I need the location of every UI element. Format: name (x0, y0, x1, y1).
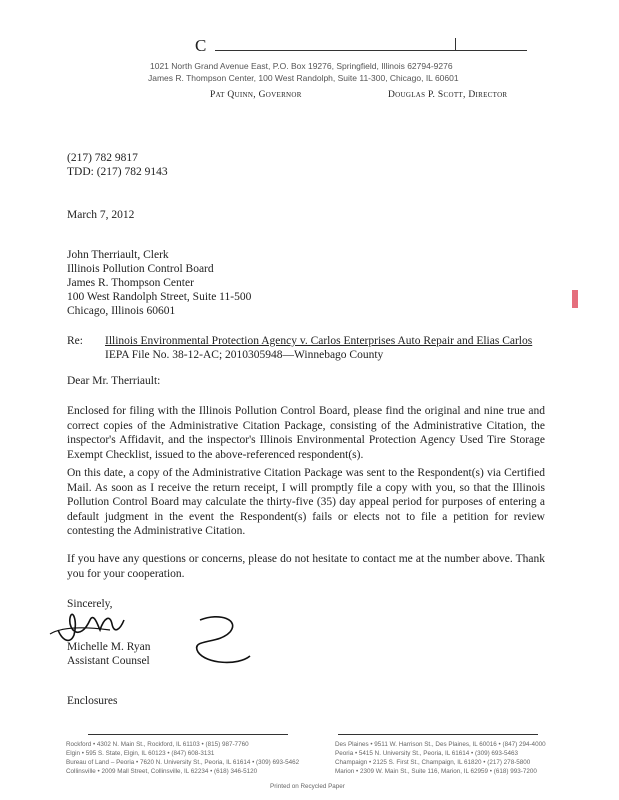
recipient-line: John Therriault, Clerk (67, 249, 169, 261)
footer-office-right: Des Plaines • 9511 W. Harrison St., Des Plaines, IL 60016 • (847) 294-4000 (335, 741, 546, 748)
signer-name: Michelle M. Ryan (67, 641, 151, 653)
salutation: Dear Mr. Therriault: (67, 375, 161, 387)
recycled-paper-note: Printed on Recycled Paper (270, 783, 345, 790)
footer-office-left: Collinsville • 2009 Mall Street, Collinsville, IL 62234 • (618) 346-5120 (66, 768, 258, 775)
footer-office-right: Champaign • 2125 S. First St., Champaign, IL 61820 • (217) 278-5800 (335, 759, 531, 766)
governor-name: Pat Quinn, Governor (210, 90, 302, 100)
body-paragraph: Enclosed for filing with the Illinois Pollution Control Board, please find the original and nine true and correct copies of the Administrative Citation Package, consisting of the Administrative Citation, the inspector's Affidavit, and the inspector's Illinois Environmental Protection Agency Used Tire Storage Exempt Checklist, issued to the above-referenced respondent(s). (67, 405, 545, 461)
footer-office-right: Marion • 2309 W. Main St., Suite 116, Marion, IL 62959 • (618) 993-7200 (335, 768, 537, 775)
agency-logo-letter: C (195, 36, 208, 55)
footer-rule-left (88, 734, 288, 735)
letterhead-address-1: 1021 North Grand Avenue East, P.O. Box 19276, Springfield, Illinois 62794-9276 (150, 61, 453, 71)
phone-number: (217) 782 9817 (67, 152, 138, 164)
re-file-number: IEPA File No. 38-12-AC; 2010305948—Winnebago County (105, 349, 384, 361)
enclosures-note: Enclosures (67, 695, 118, 707)
footer-rule-right (338, 734, 538, 735)
filing-stamp-mark (572, 290, 578, 308)
letterhead-rule (215, 50, 527, 51)
closing: Sincerely, (67, 598, 113, 610)
body-paragraph: If you have any questions or concerns, please do not hesitate to contact me at the number above. Thank you for your cooperation. (67, 553, 545, 580)
recipient-line: 100 West Randolph Street, Suite 11-500 (67, 291, 252, 303)
tdd-number: TDD: (217) 782 9143 (67, 166, 168, 178)
letterhead-divider (455, 38, 456, 51)
letter-date: March 7, 2012 (67, 209, 135, 221)
footer-office-left: Bureau of Land – Peoria • 7620 N. University St., Peoria, IL 61614 • (309) 693-5462 (66, 759, 300, 766)
re-label: Re: (67, 335, 83, 347)
footer-office-left: Elgin • 595 S. State, Elgin, IL 60123 • (847) 608-3131 (66, 750, 215, 757)
letterhead-address-2: James R. Thompson Center, 100 West Randolph, Suite 11-300, Chicago, IL 60601 (148, 73, 459, 83)
body-paragraph: On this date, a copy of the Administrative Citation Package was sent to the Respondent(s) via Certified Mail. As soon as I receive the return receipt, I will promptly file a copy with you, so that the Illinois Pollution Control Board may calculate the thirty-five (35) day appeal period for purposes of entering a default judgment in the event the Respondent(s) fails or elects not to file a petition for review contesting the Administrative Citation. (67, 467, 545, 538)
re-case-title: Illinois Environmental Protection Agency v. Carlos Enterprises Auto Repair and Elias Carlos (105, 335, 533, 347)
recipient-line: James R. Thompson Center (67, 277, 194, 289)
director-name: Douglas P. Scott, Director (388, 90, 508, 100)
recipient-line: Illinois Pollution Control Board (67, 263, 214, 275)
footer-office-left: Rockford • 4302 N. Main St., Rockford, IL 61103 • (815) 987-7760 (66, 741, 249, 748)
recipient-line: Chicago, Illinois 60601 (67, 305, 176, 317)
signer-title: Assistant Counsel (67, 655, 150, 667)
footer-office-right: Peoria • 5415 N. University St., Peoria, IL 61614 • (309) 693-5463 (335, 750, 519, 757)
